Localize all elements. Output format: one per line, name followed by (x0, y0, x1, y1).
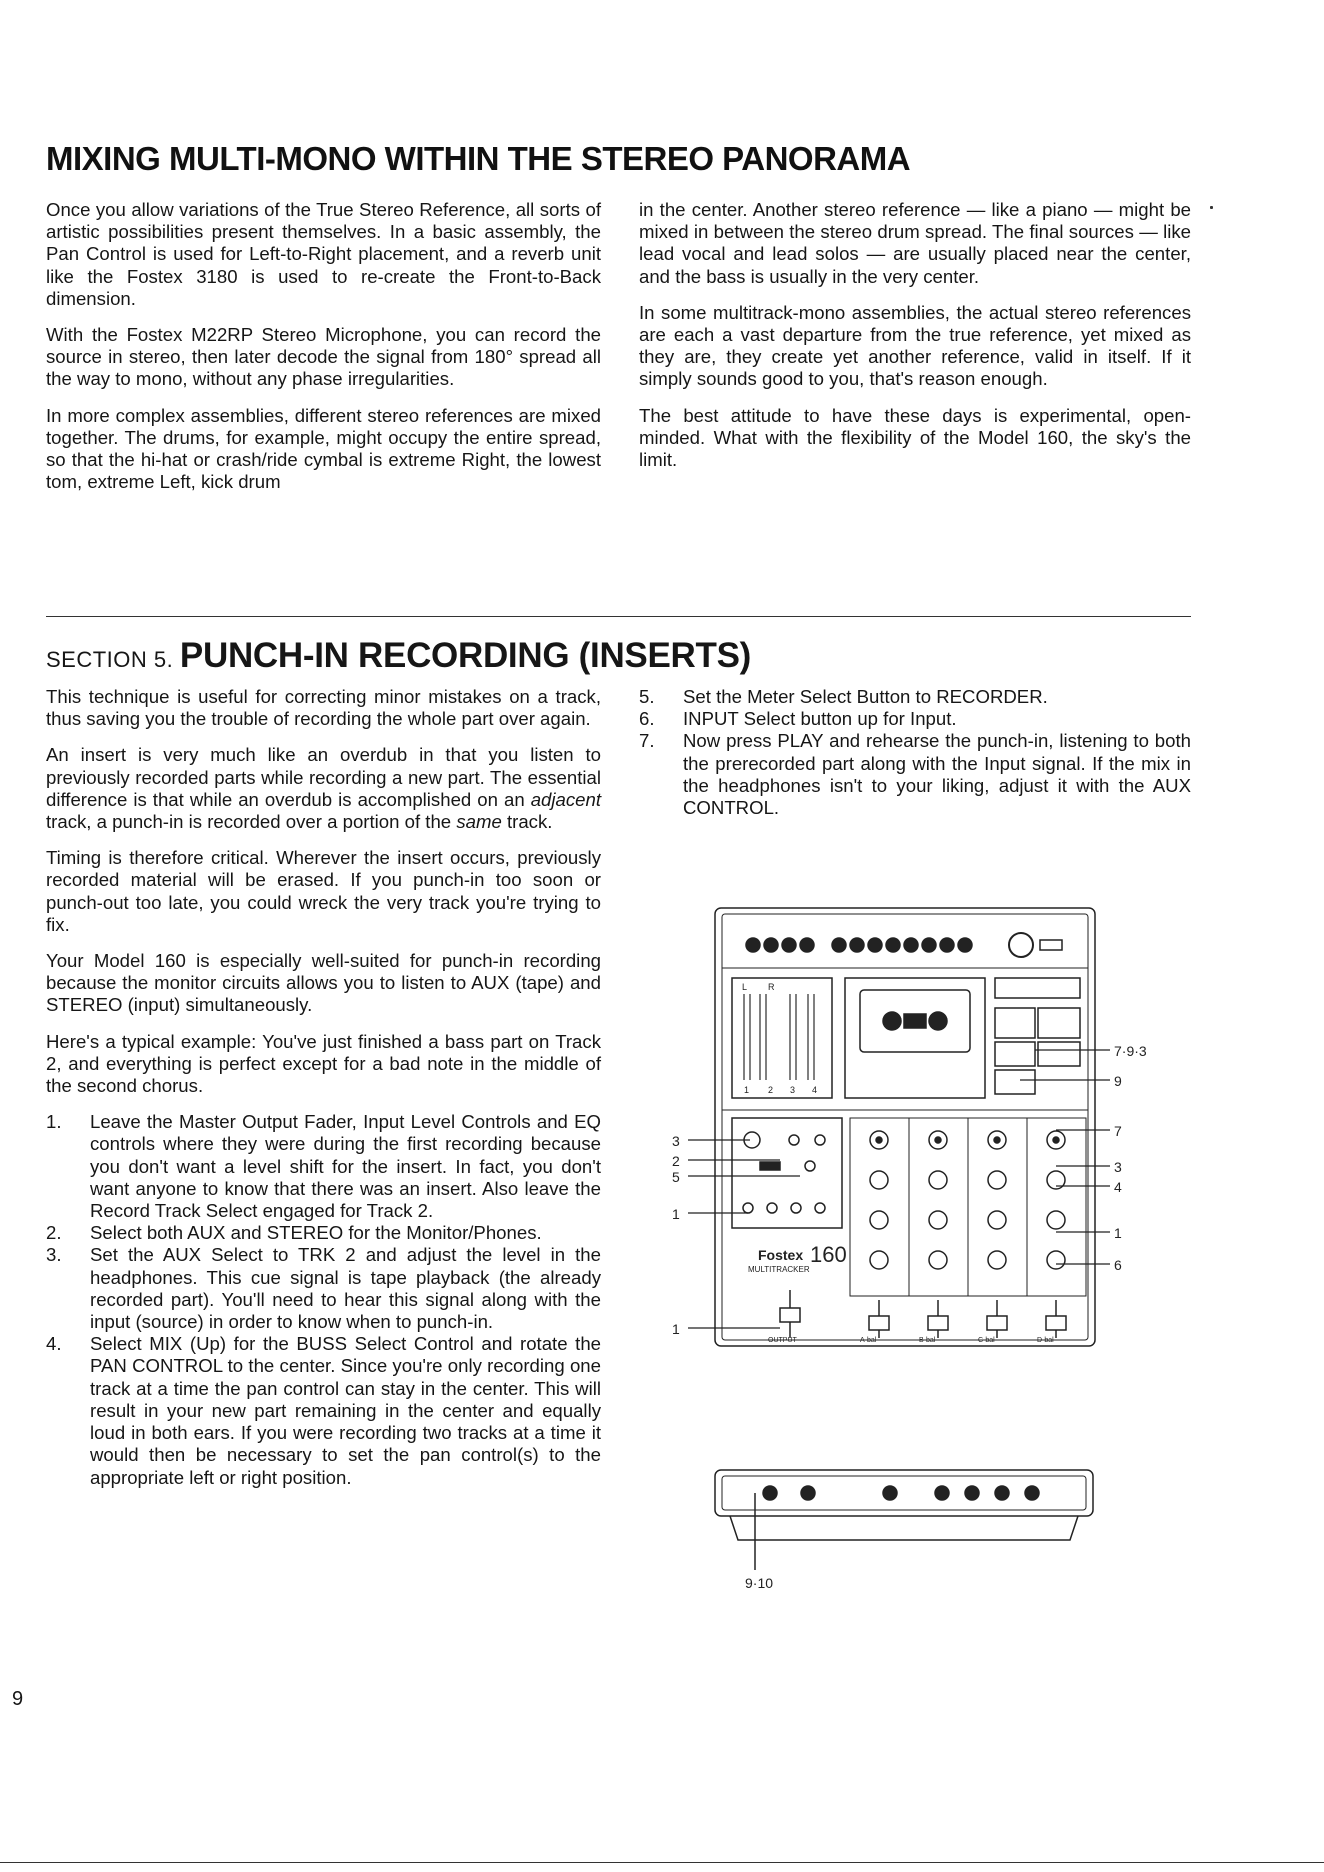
callout-label: 7·9·3 (1114, 1043, 1147, 1059)
page-number: 9 (12, 1688, 24, 1710)
fader-label: B-bal (919, 1337, 936, 1344)
side-callout-label: 9·10 (745, 1575, 774, 1591)
callout-label: 1 (1114, 1225, 1122, 1241)
steps-list (46, 1111, 601, 1488)
model-number: 160 (810, 1242, 847, 1267)
meter-number: 3 (790, 1085, 796, 1095)
emphasis: adjacent (530, 788, 601, 810)
monitor-section (732, 1118, 842, 1228)
list-item: 2. Select both AUX and STEREO for the Monitor/Phones. (46, 1222, 542, 1244)
emphasis: same (456, 811, 502, 833)
scan-speck (1210, 206, 1213, 209)
callout-label: 6 (1114, 1257, 1122, 1273)
reel-icon (929, 1012, 947, 1030)
list-item: 5. Set the Meter Select Button to RECORDER. (639, 686, 1048, 707)
callout-label: 1 (672, 1206, 680, 1222)
footer-rule (0, 1862, 1324, 1863)
pitch-knob-icon (1009, 933, 1033, 957)
reel-icon (883, 1012, 901, 1030)
brand-logo: Fostex (758, 1247, 804, 1263)
list-item: 3. Set the AUX Select to TRK 2 and adjust the level in the headphones. This cue signal is tape playback (the already recorded part). You'll need to hear this signal along with the input (source) in order to know when to punch-in. (46, 1244, 601, 1333)
cassette-window (845, 978, 985, 1098)
steps-list (639, 686, 1191, 819)
mixer-diagram (660, 890, 1240, 1650)
fader-label: C-bal (978, 1337, 995, 1344)
paragraph: Here's a typical example: You've just finished a bass part on Track 2, and everything is perfect except for a bad note in the middle of the second chorus. (46, 1030, 601, 1097)
paragraph: In more complex assemblies, different stereo references are mixed together. The drums, for example, might occupy the entire spread, so that the hi-hat or crash/ride cymbal is extreme Right, the lowest tom, extreme Left, kick drum (46, 404, 601, 493)
paragraph: With the Fostex M22RP Stereo Microphone, you can record the source in stereo, then later decode the signal from 180° spread all the way to mono, without any phase irregularities. (46, 324, 601, 390)
left-callouts (688, 1140, 800, 1328)
meter-number: 2 (768, 1085, 774, 1095)
fader-label: A-bal (860, 1337, 877, 1344)
callout-label: 5 (672, 1169, 680, 1185)
section-label: SECTION 5. (46, 647, 174, 672)
power-switch (1040, 940, 1062, 950)
meter-bars (744, 994, 814, 1080)
paragraph: Timing is therefore critical. Wherever the insert occurs, previously recorded material will be erased. If you punch-in too soon or punch-out too late, you could wreck the very track you're trying to fix. (46, 847, 601, 935)
meter-number: 4 (812, 1085, 818, 1095)
counter-display (995, 978, 1080, 998)
brand-subtitle: MULTITRACKER (748, 1265, 810, 1274)
callout-label: 1 (672, 1321, 680, 1337)
section-heading (46, 636, 751, 676)
callout-label: 3 (672, 1133, 680, 1149)
section-divider (46, 616, 1191, 617)
list-item: 6. INPUT Select button up for Input. (639, 708, 957, 730)
section-title: PUNCH-IN RECORDING (INSERTS) (179, 636, 751, 675)
paragraph: In some multitrack-mono assemblies, the actual stereo references are each a vast departure from the true reference, yet mixed as they are, they create yet another reference, valid in itself. If it simply sounds good to you, that's reason enough. (639, 301, 1191, 390)
channel-knobs (850, 1118, 1086, 1296)
jack-row (746, 938, 972, 952)
side-view (715, 1470, 1093, 1570)
meter-l-label: L (742, 982, 748, 992)
fader-label: D-bal (1037, 1337, 1054, 1344)
callout-label: 7 (1114, 1123, 1122, 1139)
callout-label: 4 (1114, 1179, 1122, 1195)
output-label: OUTPUT (768, 1337, 797, 1344)
paragraph: The best attitude to have these days is experimental, open-minded. What with the flexibility of the Model 160, the sky's the limit. (639, 404, 1191, 471)
callout-label: 3 (1114, 1159, 1122, 1175)
faders (780, 1290, 1066, 1338)
callout-label: 2 (672, 1153, 680, 1169)
meter-area (732, 978, 832, 1098)
right-callouts (1020, 1050, 1110, 1264)
top-left-column (46, 199, 601, 507)
paragraph: Your Model 160 is especially well-suited for punch-in recording because the monitor circuits allows you to listen to AUX (tape) and STEREO (input) simultaneously. (46, 950, 601, 1016)
paragraph: Once you allow variations of the True Stereo Reference, all sorts of artistic possibilities present themselves. In a basic assembly, the Pan Control is used for Left-to-Right placement, and a reverb unit like the Fostex 3180 is used to re-create the Front-to-Back dimension. (46, 199, 601, 309)
list-item: 1. Leave the Master Output Fader, Input Level Controls and EQ controls where they were during the first recording because you don't want a level shift for the insert. In fact, you don't want anyone to know that there was an insert. Also leave the Record Track Select engaged for Track 2. (46, 1111, 601, 1222)
meter-r-label: R (768, 982, 775, 992)
list-item: 7. Now press PLAY and rehearse the punch-in, listening to both the prerecorded part along with the Input signal. If the mix in the headphones isn't to your liking, adjust it with the AUX CONTROL. (639, 730, 1191, 819)
bottom-left-column (46, 686, 601, 1489)
top-right-column (639, 199, 1191, 485)
list-item: 4. Select MIX (Up) for the BUSS Select Control and rotate the PAN CONTROL to the center. Since you're only recording one track at a time the pan control can stay in the center. This will result in your new part remaining in the center and equally loud in both ears. If you were recording two tracks at a time it would then be necessary to set the pan control(s) to the appropriate left or right position. (46, 1333, 601, 1488)
paragraph: in the center. Another stereo reference — like a piano — might be mixed in between the stereo drum spread. The final sources — like lead vocal and lead solos — are usually placed near the center, and the bass is usually in the very center. (639, 199, 1191, 287)
page-heading: MIXING MULTI-MONO WITHIN THE STEREO PANORAMA (46, 140, 911, 177)
meter-number: 1 (744, 1085, 750, 1095)
paragraph: An insert is very much like an overdub in that you listen to previously recorded parts while recording a new part. The essential difference is that while an overdub is accomplished on an adjacent track, a punch-in is recorded over a portion of the same track. (46, 744, 601, 833)
bottom-right-column (639, 686, 1191, 819)
paragraph: This technique is useful for correcting minor mistakes on a track, thus saving you the trouble of recording the whole part over again. (46, 686, 601, 730)
callout-label: 9 (1114, 1073, 1122, 1089)
mixer-panel-outline (715, 908, 1095, 1346)
